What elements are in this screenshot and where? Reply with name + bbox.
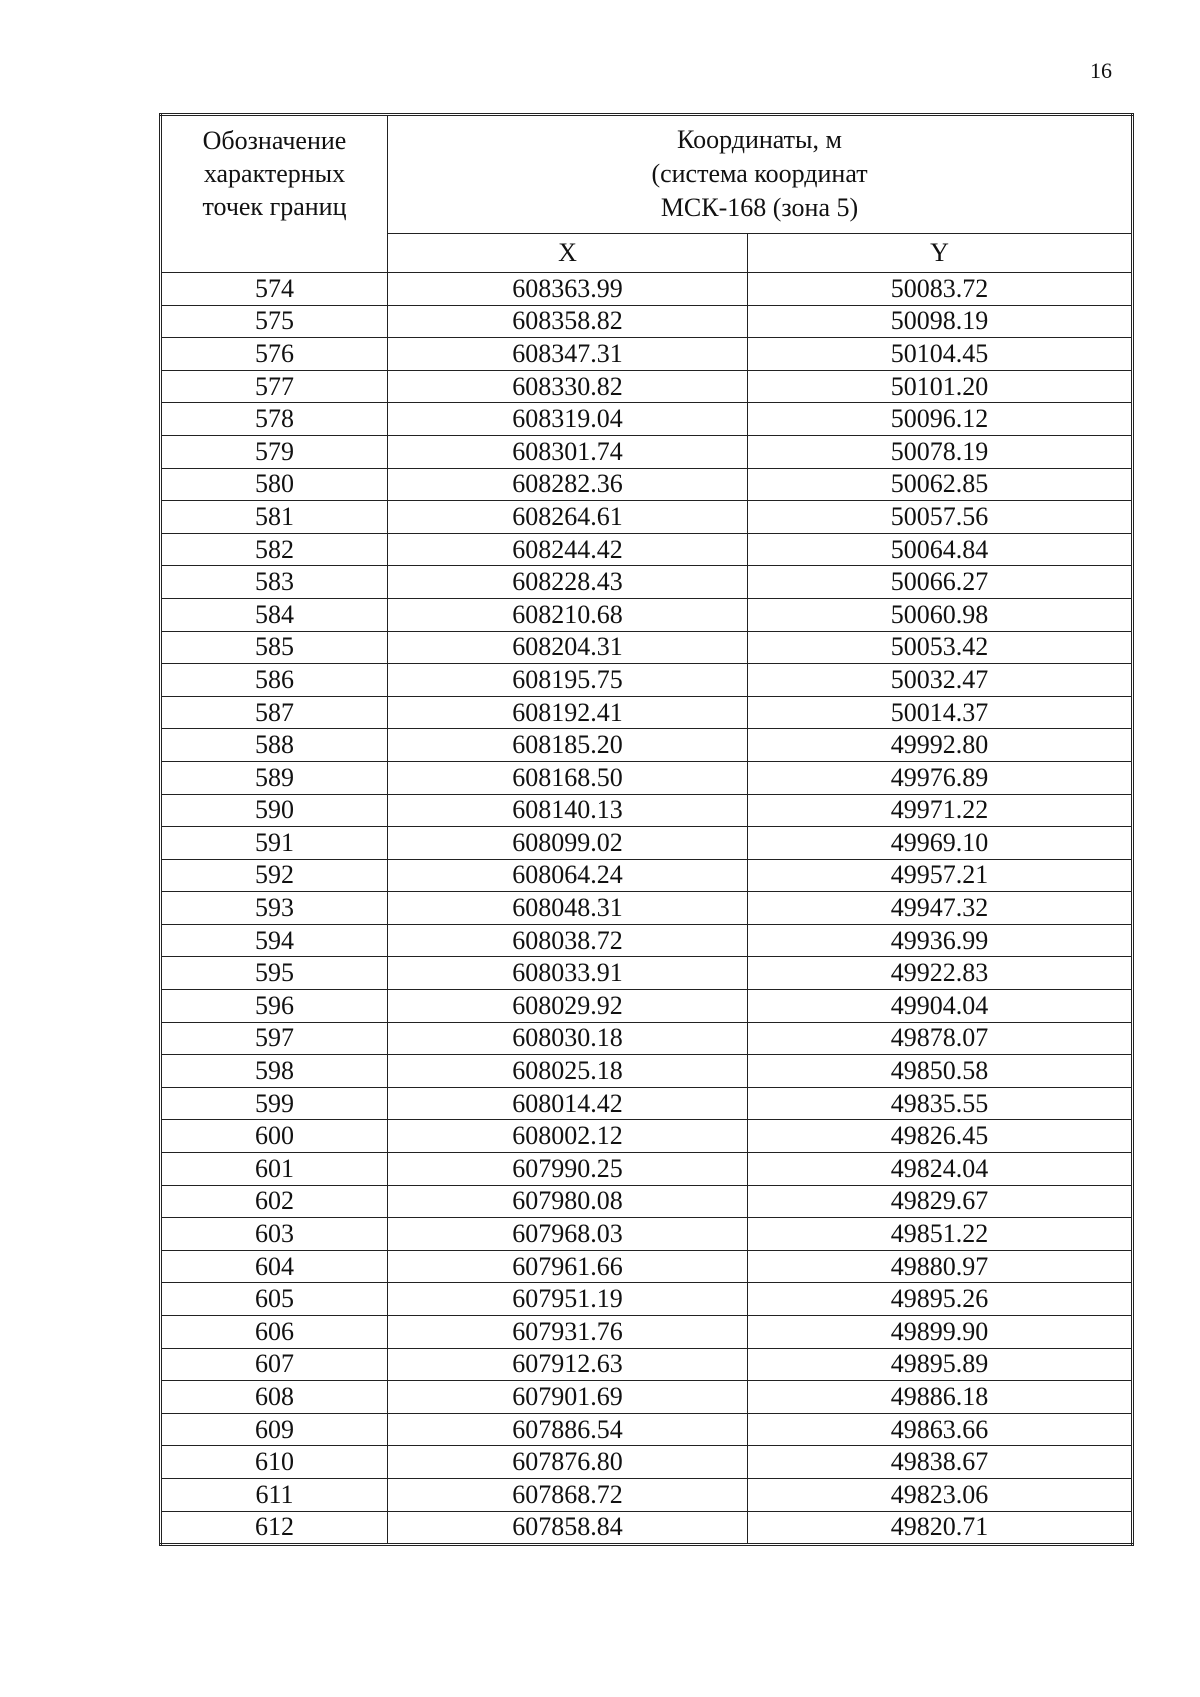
header-line: характерных [203,159,346,188]
table-row [161,794,1133,827]
page-number: 16 [1090,58,1112,83]
y-coordinate-cell: 49922.83 [748,957,1133,990]
y-coordinate-cell: 49838.67 [748,1446,1133,1479]
x-coordinate-cell: 607868.72 [388,1478,748,1511]
point-number-cell: 611 [161,1478,388,1511]
table-row [161,859,1133,892]
point-number-cell: 579 [161,435,388,468]
point-number-cell: 575 [161,305,388,338]
x-coordinate-cell: 608014.42 [388,1087,748,1120]
table-row [161,1087,1133,1120]
table-header [161,115,1133,273]
x-coordinate-cell: 608319.04 [388,403,748,436]
point-number-cell: 577 [161,370,388,403]
table-body [161,273,1133,1545]
table-row [161,696,1133,729]
table-row [161,273,1133,306]
x-coordinate-cell: 608228.43 [388,566,748,599]
y-column-header: Y [748,234,1133,273]
y-coordinate-cell: 50057.56 [748,501,1133,534]
table-row [161,370,1133,403]
x-coordinate-cell: 608301.74 [388,435,748,468]
table-row [161,957,1133,990]
header-line: МСК-168 (зона 5) [660,193,859,222]
x-coordinate-cell: 608033.91 [388,957,748,990]
x-coordinate-cell: 607901.69 [388,1381,748,1414]
x-coordinate-cell: 608029.92 [388,990,748,1023]
x-coordinate-cell: 608192.41 [388,696,748,729]
x-coordinate-cell: 607858.84 [388,1511,748,1545]
point-number-cell: 588 [161,729,388,762]
y-coordinate-cell: 49886.18 [748,1381,1133,1414]
x-coordinate-cell: 607990.25 [388,1153,748,1186]
y-coordinate-cell: 50083.72 [748,273,1133,306]
table-row [161,1413,1133,1446]
point-number-cell: 597 [161,1022,388,1055]
y-coordinate-cell: 50101.20 [748,370,1133,403]
y-coordinate-cell: 49895.26 [748,1283,1133,1316]
y-coordinate-cell: 49823.06 [748,1478,1133,1511]
header-line: (система координат [651,159,868,188]
table-row [161,827,1133,860]
point-designation-header [161,115,388,273]
x-coordinate-cell: 608064.24 [388,859,748,892]
table-row [161,1348,1133,1381]
table-row [161,501,1133,534]
table-row [161,566,1133,599]
table-row [161,924,1133,957]
point-number-cell: 598 [161,1055,388,1088]
x-coordinate-cell: 608264.61 [388,501,748,534]
x-coordinate-cell: 608140.13 [388,794,748,827]
point-number-cell: 591 [161,827,388,860]
y-coordinate-cell: 49992.80 [748,729,1133,762]
coordinates-header [388,115,1133,234]
y-coordinate-cell: 49957.21 [748,859,1133,892]
point-number-cell: 603 [161,1218,388,1251]
x-coordinate-cell: 607968.03 [388,1218,748,1251]
x-coordinate-cell: 607931.76 [388,1316,748,1349]
point-number-cell: 595 [161,957,388,990]
table-row [161,1153,1133,1186]
point-number-cell: 593 [161,892,388,925]
table-row [161,305,1133,338]
y-coordinate-cell: 49899.90 [748,1316,1133,1349]
point-number-cell: 585 [161,631,388,664]
point-number-cell: 580 [161,468,388,501]
y-coordinate-cell: 50098.19 [748,305,1133,338]
table-row [161,403,1133,436]
y-coordinate-cell: 49829.67 [748,1185,1133,1218]
table-row [161,631,1133,664]
y-coordinate-cell: 50060.98 [748,598,1133,631]
header-line: Координаты, м [677,125,842,154]
x-coordinate-cell: 608002.12 [388,1120,748,1153]
x-coordinate-cell: 608185.20 [388,729,748,762]
x-coordinate-cell: 608244.42 [388,533,748,566]
x-coordinate-cell: 608038.72 [388,924,748,957]
point-number-cell: 605 [161,1283,388,1316]
coordinates-table [159,113,1134,1546]
y-coordinate-cell: 49826.45 [748,1120,1133,1153]
point-number-cell: 581 [161,501,388,534]
table-row [161,468,1133,501]
x-coordinate-cell: 608025.18 [388,1055,748,1088]
point-number-cell: 592 [161,859,388,892]
x-coordinate-cell: 608347.31 [388,338,748,371]
point-number-cell: 601 [161,1153,388,1186]
point-number-cell: 576 [161,338,388,371]
x-coordinate-cell: 608030.18 [388,1022,748,1055]
point-number-cell: 609 [161,1413,388,1446]
y-coordinate-cell: 49904.04 [748,990,1133,1023]
table-row [161,892,1133,925]
y-coordinate-cell: 49863.66 [748,1413,1133,1446]
table-row [161,664,1133,697]
table-row [161,1250,1133,1283]
x-coordinate-cell: 607886.54 [388,1413,748,1446]
y-coordinate-cell: 50064.84 [748,533,1133,566]
y-coordinate-cell: 49969.10 [748,827,1133,860]
x-coordinate-cell: 607961.66 [388,1250,748,1283]
y-coordinate-cell: 49851.22 [748,1218,1133,1251]
x-coordinate-cell: 608358.82 [388,305,748,338]
table-row [161,435,1133,468]
table-row [161,1478,1133,1511]
x-coordinate-cell: 607912.63 [388,1348,748,1381]
point-number-cell: 589 [161,761,388,794]
point-number-cell: 574 [161,273,388,306]
x-coordinate-cell: 608048.31 [388,892,748,925]
point-number-cell: 584 [161,598,388,631]
point-number-cell: 612 [161,1511,388,1545]
x-coordinate-cell: 607980.08 [388,1185,748,1218]
x-coordinate-cell: 608282.36 [388,468,748,501]
y-coordinate-cell: 50096.12 [748,403,1133,436]
y-coordinate-cell: 49850.58 [748,1055,1133,1088]
point-number-cell: 596 [161,990,388,1023]
table-row [161,990,1133,1023]
x-coordinate-cell: 608363.99 [388,273,748,306]
table-row [161,1283,1133,1316]
y-coordinate-cell: 50104.45 [748,338,1133,371]
y-coordinate-cell: 50066.27 [748,566,1133,599]
y-coordinate-cell: 49835.55 [748,1087,1133,1120]
point-number-cell: 600 [161,1120,388,1153]
y-coordinate-cell: 49878.07 [748,1022,1133,1055]
x-coordinate-cell: 608204.31 [388,631,748,664]
table-row [161,1055,1133,1088]
y-coordinate-cell: 49824.04 [748,1153,1133,1186]
y-coordinate-cell: 50078.19 [748,435,1133,468]
point-number-cell: 608 [161,1381,388,1414]
y-coordinate-cell: 50053.42 [748,631,1133,664]
y-coordinate-cell: 49895.89 [748,1348,1133,1381]
table-row [161,1316,1133,1349]
y-coordinate-cell: 49971.22 [748,794,1133,827]
x-coordinate-cell: 608168.50 [388,761,748,794]
point-number-cell: 606 [161,1316,388,1349]
y-coordinate-cell: 49947.32 [748,892,1133,925]
point-number-cell: 587 [161,696,388,729]
point-number-cell: 586 [161,664,388,697]
x-coordinate-cell: 608330.82 [388,370,748,403]
table-row [161,533,1133,566]
point-number-cell: 583 [161,566,388,599]
point-number-cell: 582 [161,533,388,566]
table-row [161,338,1133,371]
y-coordinate-cell: 50032.47 [748,664,1133,697]
header-line: Обозначение [202,126,347,155]
table-row [161,1446,1133,1479]
y-coordinate-cell: 49880.97 [748,1250,1133,1283]
y-coordinate-cell: 49976.89 [748,761,1133,794]
table-row [161,761,1133,794]
x-coordinate-cell: 608099.02 [388,827,748,860]
x-column-header: X [388,234,748,273]
table-row [161,1120,1133,1153]
y-coordinate-cell: 49820.71 [748,1511,1133,1545]
table-row [161,1381,1133,1414]
x-coordinate-cell: 608210.68 [388,598,748,631]
point-number-cell: 578 [161,403,388,436]
point-number-cell: 599 [161,1087,388,1120]
y-coordinate-cell: 50014.37 [748,696,1133,729]
point-number-cell: 607 [161,1348,388,1381]
x-coordinate-cell: 607876.80 [388,1446,748,1479]
point-number-cell: 604 [161,1250,388,1283]
header-line: точек границ [202,192,347,221]
x-coordinate-cell: 607951.19 [388,1283,748,1316]
y-coordinate-cell: 49936.99 [748,924,1133,957]
table-row [161,1185,1133,1218]
table-row [161,1022,1133,1055]
x-coordinate-cell: 608195.75 [388,664,748,697]
table-row [161,598,1133,631]
table-row [161,1218,1133,1251]
table-row [161,1511,1133,1545]
point-number-cell: 610 [161,1446,388,1479]
table-row [161,729,1133,762]
point-number-cell: 594 [161,924,388,957]
point-number-cell: 590 [161,794,388,827]
y-coordinate-cell: 50062.85 [748,468,1133,501]
point-number-cell: 602 [161,1185,388,1218]
